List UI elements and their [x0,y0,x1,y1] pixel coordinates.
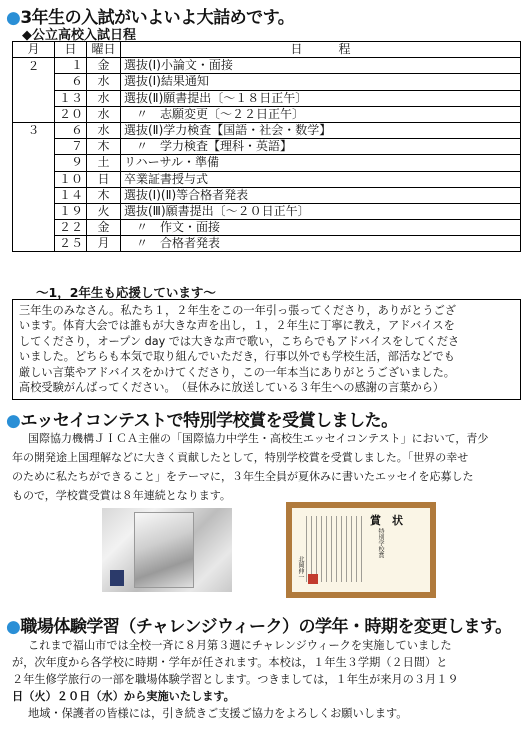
body-line: のために私たちができること」をテーマに，３年生全員が夏休みに書いたエッセイを応募した [12,470,474,483]
table-row [13,203,521,219]
header-dow: 曜日 [87,42,121,58]
support-message-box [12,299,521,400]
cell-day: ９ [55,155,87,171]
cell-month [13,203,55,219]
cell-event: 〃 学力検査【理科・英語】 [121,139,521,155]
body-line: 地域・保護者の皆様には，引き続きご支援ご協力をよろしくお願いします。 [28,707,408,720]
header-month: 月 [13,42,55,58]
cell-month [13,236,55,252]
cell-dow: 火 [87,203,121,219]
body-line: ２年生修学旅行の一部を職場体験学習とします。つきましては，１年生が来月の３月１９ [12,673,459,686]
cell-dow: 水 [87,74,121,90]
header-day: 日 [55,42,87,58]
seal-icon [308,574,318,584]
cell-dow: 水 [87,122,121,138]
cell-event: 卒業証書授与式 [121,171,521,187]
cell-day: １０ [55,171,87,187]
table-row [13,74,521,90]
cell-month: ３ [13,122,55,138]
cell-event: 選抜(Ⅰ)小論文・面接 [121,58,521,74]
table-row [13,187,521,203]
section2-heading-text: エッセイコンテストで特別学校賞を受賞しました。 [20,411,398,431]
table-row [13,171,521,187]
cell-month [13,90,55,106]
support-line: いました。どちらも本気で取り組んでいただき，行事以外でも学校生活，部活などでも [19,350,455,364]
cell-day: ６ [55,74,87,90]
cell-day: ７ [55,139,87,155]
support-heading: ～1，2年生も応援しています～ [36,285,216,300]
cell-day: １ [55,58,87,74]
table-row [13,58,521,74]
cell-day: ２２ [55,220,87,236]
schedule-table [12,41,521,252]
cell-month [13,171,55,187]
section3-body [12,637,524,722]
cell-month: ２ [13,58,55,74]
support-line: 厳しい言葉やアドバイスをかけてくださり，この一年本当にありがとうございました。 [19,365,455,379]
cell-day: １３ [55,90,87,106]
cell-dow: 金 [87,220,121,236]
cell-event: 〃 合格者発表 [121,236,521,252]
trophy-photo [102,508,232,592]
cell-event: 〃 志願変更〔～２２日正午〕 [121,106,521,122]
section2-body [12,429,524,505]
cell-month [13,74,55,90]
cell-dow: 日 [87,171,121,187]
cell-event: リハーサル・準備 [121,155,521,171]
body-line: これまで福山市では全校一斉に８月第３週にチャレンジウィークを実施していました [28,639,452,652]
certificate-award: 特別学校賞 [377,528,384,558]
body-line: 年の開発途上国理解などに大きく貢献したとして，特別学校賞を受賞しました。「世界の幸せ [12,451,469,464]
cell-event: 選抜(Ⅰ)(Ⅱ)等合格者発表 [121,187,521,203]
table-row [13,139,521,155]
certificate-text-icon [306,516,362,582]
certificate-image [286,502,436,598]
body-line: が，次年度から各学校に時期・学年が任されます。本校は，１年生３学期（２日間）と [12,656,448,669]
table-row [13,106,521,122]
bullet-icon: ● [6,8,21,28]
bullet-icon: ● [6,411,21,431]
glass-trophy-icon [134,512,194,588]
section3-heading-text: 職場体験学習（チャレンジウィーク）の学年・時期を変更します。 [20,617,512,637]
cell-dow: 水 [87,90,121,106]
table-row [13,236,521,252]
schedule-subheading: ◆公立高校入試日程 [22,28,136,43]
stand-icon [110,570,124,586]
cell-dow: 金 [87,58,121,74]
cell-day: １４ [55,187,87,203]
header-event: 日 程 [121,42,521,58]
support-line: 三年生のみなさん。私たち１，２年生をこの一年引っ張ってくださり，ありがとうござ [19,304,456,317]
cell-dow: 土 [87,155,121,171]
table-header-row [13,42,521,58]
body-line: 日（火）２０日（水）から実施いたします。 [12,690,235,703]
body-line: もので，学校賞受賞は８年連続となります。 [12,489,231,502]
certificate-signer: 北岡伸一 [297,556,304,580]
cell-day: ６ [55,122,87,138]
cell-event: 選抜(Ⅲ)願書提出〔～２０日正午〕 [121,203,521,219]
cell-event: 選抜(Ⅱ)学力検査【国語・社会・数学】 [121,122,521,138]
cell-day: １９ [55,203,87,219]
support-line: います。体育大会では誰もが大きな声を出し，１，２年生に丁寧に教え，アドバイスを [19,319,455,333]
cell-dow: 月 [87,236,121,252]
body-line: 国際協力機構ＪＩＣＡ主催の「国際協力中学生・高校生エッセイコンテスト」において，青少 [28,432,489,445]
cell-month [13,220,55,236]
certificate-paper [292,508,430,592]
bullet-icon: ● [6,617,21,637]
support-line: してくださり，オープン day では大きな声で歌い，こちらでもアドバイスをしてくださ [19,334,460,348]
cell-dow: 木 [87,187,121,203]
cell-month [13,187,55,203]
cell-month [13,139,55,155]
cell-month [13,106,55,122]
section1-heading-text: 3年生の入試がいよいよ大詰めです。 [20,8,295,28]
cell-dow: 木 [87,139,121,155]
table-row [13,155,521,171]
section2-heading [6,406,398,431]
cell-event: 〃 作文・面接 [121,220,521,236]
support-line: 高校受験がんばってください。 （昼休みに放送している３年生への感謝の言葉から） [19,381,445,395]
table-row [13,220,521,236]
cell-month [13,155,55,171]
certificate-title: 賞 状 [370,514,403,527]
cell-event: 選抜(Ⅱ)願書提出〔～１８日正午〕 [121,90,521,106]
cell-event: 選抜(Ⅰ)結果通知 [121,74,521,90]
table-row [13,90,521,106]
table-row [13,122,521,138]
cell-day: ２５ [55,236,87,252]
cell-day: ２０ [55,106,87,122]
cell-dow: 水 [87,106,121,122]
section3-heading [6,612,512,637]
